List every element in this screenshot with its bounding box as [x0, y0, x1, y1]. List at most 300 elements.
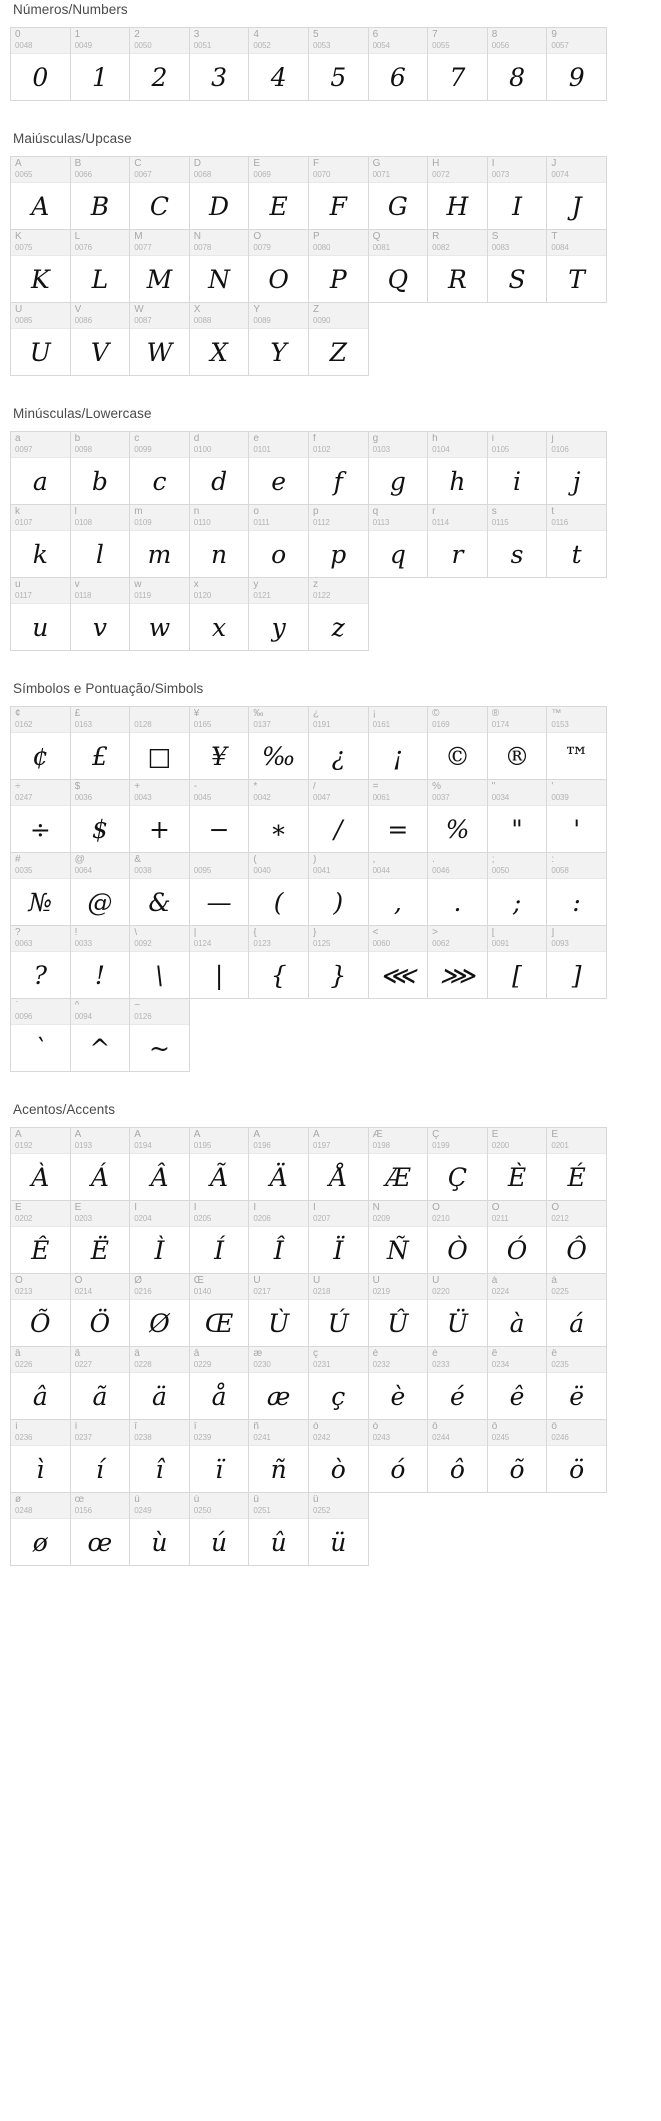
glyph-preview: I [512, 191, 522, 221]
glyph-cell[interactable] [309, 303, 369, 376]
glyph-cell[interactable] [428, 1201, 488, 1274]
glyph-cell[interactable] [428, 1420, 488, 1493]
glyph-cell[interactable] [130, 1201, 190, 1274]
glyph-cell[interactable] [130, 1128, 190, 1201]
glyph-preview: ø [32, 1527, 48, 1557]
glyph-code-label: 0196 [253, 1141, 271, 1150]
glyph-cell[interactable] [547, 926, 607, 999]
glyph-code-label: 0104 [432, 445, 450, 454]
glyph-cell-header [190, 1128, 249, 1154]
glyph-cell[interactable] [11, 853, 71, 926]
glyph-cell[interactable] [547, 157, 607, 230]
glyph-cell[interactable] [547, 28, 607, 101]
glyph-preview: 2 [151, 62, 168, 92]
glyph-code-label: 0239 [193, 1433, 212, 1442]
glyph-preview: ì [36, 1454, 45, 1484]
glyph-cell-header [71, 157, 130, 183]
glyph-cell-header [309, 303, 368, 329]
glyph-cell-header [11, 28, 70, 54]
glyph-cell[interactable] [369, 28, 429, 101]
glyph-cell[interactable] [309, 1493, 369, 1566]
glyph-cell[interactable] [249, 303, 309, 376]
glyph-cell-header [428, 432, 487, 458]
glyph-cell[interactable] [488, 1274, 548, 1347]
glyph-preview: № [28, 887, 53, 917]
glyph-cell-header [130, 780, 189, 806]
glyph-cell[interactable] [428, 505, 488, 578]
glyph-cell[interactable] [309, 1201, 369, 1274]
glyph-cell[interactable] [428, 1347, 488, 1420]
glyph-preview: © [444, 741, 470, 771]
glyph-code-label: 0073 [491, 170, 510, 179]
glyph-cell[interactable] [249, 926, 309, 999]
glyph-cell[interactable] [190, 1493, 250, 1566]
glyph-preview: s [510, 539, 524, 569]
glyph-preview: \ [155, 960, 164, 990]
glyph-cell[interactable] [249, 157, 309, 230]
glyph-cell[interactable] [190, 230, 250, 303]
glyph-preview: u [32, 612, 49, 642]
glyph-cell-header [488, 853, 547, 879]
glyph-char-label: q [372, 507, 379, 517]
glyph-cell-header [309, 230, 368, 256]
glyph-cell[interactable] [249, 28, 309, 101]
glyph-cell[interactable] [11, 780, 71, 853]
glyph-cell[interactable] [428, 230, 488, 303]
glyph-cell-header [71, 999, 130, 1025]
glyph-cell[interactable] [190, 1128, 250, 1201]
glyph-cell[interactable] [249, 432, 309, 505]
glyph-code-label: 0214 [74, 1287, 92, 1296]
glyph-cell[interactable] [488, 1347, 548, 1420]
glyph-cell[interactable] [369, 1347, 429, 1420]
glyph-code-label: 0245 [491, 1433, 510, 1442]
glyph-cell-header [488, 432, 547, 458]
glyph-cell[interactable] [369, 1128, 429, 1201]
glyph-char-label: { [253, 928, 257, 938]
glyph-cell[interactable] [488, 926, 548, 999]
glyph-cell[interactable] [249, 230, 309, 303]
glyph-cell[interactable] [130, 505, 190, 578]
glyph-cell-header [369, 1128, 428, 1154]
glyph-cell[interactable] [71, 1347, 131, 1420]
glyph-char-label: 2 [134, 30, 140, 40]
glyph-cell[interactable] [369, 1201, 429, 1274]
glyph-char-label: r [432, 507, 436, 517]
glyph-char-label: g [372, 434, 379, 444]
glyph-code-label: 0081 [372, 243, 390, 252]
glyph-cell[interactable] [11, 1201, 71, 1274]
glyph-char-label: ‰ [253, 709, 264, 719]
glyph-cell[interactable] [11, 999, 71, 1072]
glyph-cell[interactable] [309, 505, 369, 578]
glyph-cell[interactable] [130, 853, 190, 926]
glyph-cell[interactable] [130, 1274, 190, 1347]
glyph-cell[interactable] [130, 432, 190, 505]
glyph-cell[interactable] [369, 853, 429, 926]
glyph-cell-header [130, 1493, 189, 1519]
glyph-cell[interactable] [249, 1128, 309, 1201]
glyph-cell[interactable] [71, 1493, 131, 1566]
glyph-preview: " [511, 814, 523, 844]
glyph-cell[interactable] [309, 926, 369, 999]
glyph-cell[interactable] [249, 505, 309, 578]
glyph-code-label: 0094 [74, 1012, 92, 1021]
glyph-code-label: 0097 [15, 445, 33, 454]
glyph-cell[interactable] [249, 1493, 309, 1566]
glyph-cell[interactable] [190, 157, 250, 230]
glyph-cell-header [428, 157, 487, 183]
glyph-code-label: 0107 [15, 518, 33, 527]
glyph-preview: x [212, 612, 227, 642]
glyph-cell[interactable] [249, 1274, 309, 1347]
glyph-code-label: 0234 [491, 1360, 510, 1369]
glyph-cell[interactable] [130, 578, 190, 651]
glyph-code-label: 0243 [372, 1433, 390, 1442]
glyph-grid [10, 27, 607, 101]
glyph-char-label: Ö [74, 1276, 83, 1286]
glyph-char-label: Ì [134, 1203, 137, 1213]
glyph-cell[interactable] [71, 230, 131, 303]
glyph-cell[interactable] [130, 926, 190, 999]
glyph-cell[interactable] [309, 1128, 369, 1201]
glyph-cell[interactable] [130, 1420, 190, 1493]
glyph-char-label: Ó [491, 1203, 500, 1213]
glyph-cell[interactable] [11, 707, 71, 780]
glyph-cell[interactable] [11, 578, 71, 651]
glyph-cell-header [547, 1420, 606, 1446]
glyph-cell-header [309, 1128, 368, 1154]
glyph-cell[interactable] [488, 157, 548, 230]
glyph-char-label: > [432, 928, 438, 938]
glyph-cell[interactable] [369, 230, 429, 303]
glyph-cell[interactable] [130, 1493, 190, 1566]
glyph-cell[interactable] [428, 926, 488, 999]
glyph-cell[interactable] [488, 230, 548, 303]
glyph-cell[interactable] [71, 1420, 131, 1493]
glyph-code-label: 0169 [432, 720, 450, 729]
glyph-cell[interactable] [71, 303, 131, 376]
glyph-code-label: 0052 [253, 41, 271, 50]
glyph-cell[interactable] [428, 780, 488, 853]
glyph-cell[interactable] [309, 707, 369, 780]
glyph-code-label: 0087 [134, 316, 152, 325]
glyph-preview: ∗ [270, 814, 288, 844]
glyph-cell[interactable] [249, 578, 309, 651]
glyph-grid [10, 706, 607, 1072]
glyph-preview: − [208, 814, 230, 844]
glyph-cell-header [547, 1274, 606, 1300]
glyph-cell[interactable] [130, 999, 190, 1072]
glyph-preview: b [91, 466, 108, 496]
glyph-cell[interactable] [190, 707, 250, 780]
glyph-preview: ] [571, 960, 582, 990]
glyph-cell-header [130, 505, 189, 531]
glyph-preview: U [29, 337, 51, 367]
glyph-code-label: 0105 [491, 445, 510, 454]
glyph-code-label: 0244 [432, 1433, 450, 1442]
glyph-cell-header [71, 926, 130, 952]
glyph-cell[interactable] [488, 707, 548, 780]
glyph-char-label: W [134, 305, 144, 315]
glyph-cell[interactable] [11, 28, 71, 101]
glyph-cell-header [190, 303, 249, 329]
glyph-preview: T [568, 264, 585, 294]
glyph-cell[interactable] [190, 28, 250, 101]
glyph-cell-header [428, 1274, 487, 1300]
glyph-preview: G [387, 191, 408, 221]
glyph-cell[interactable] [71, 157, 131, 230]
glyph-preview: ¿ [331, 741, 345, 771]
glyph-cell[interactable] [488, 853, 548, 926]
glyph-cell[interactable] [369, 157, 429, 230]
glyph-cell[interactable] [71, 853, 131, 926]
glyph-cell[interactable] [11, 926, 71, 999]
glyph-cell[interactable] [11, 1493, 71, 1566]
glyph-cell[interactable] [11, 1420, 71, 1493]
glyph-code-label: 0093 [551, 939, 569, 948]
glyph-preview: û [270, 1527, 287, 1557]
glyph-cell[interactable] [428, 1128, 488, 1201]
glyph-char-label: Ê [15, 1203, 22, 1213]
glyph-cell[interactable] [488, 432, 548, 505]
glyph-preview: Ñ [386, 1235, 409, 1265]
glyph-preview: L [91, 264, 109, 294]
glyph-cell[interactable] [190, 780, 250, 853]
glyph-cell[interactable] [71, 1128, 131, 1201]
glyph-cell-header [130, 853, 189, 879]
glyph-cell[interactable] [488, 1201, 548, 1274]
glyph-cell[interactable] [547, 1420, 607, 1493]
glyph-cell[interactable] [428, 707, 488, 780]
glyph-cell[interactable] [130, 707, 190, 780]
glyph-char-label: c [134, 434, 140, 444]
glyph-cell[interactable] [369, 780, 429, 853]
glyph-code-label: 0068 [193, 170, 212, 179]
glyph-cell[interactable] [309, 432, 369, 505]
glyph-code-label: 0101 [253, 445, 271, 454]
glyph-cell[interactable] [547, 1201, 607, 1274]
glyph-cell[interactable] [309, 853, 369, 926]
glyph-char-label: û [253, 1495, 259, 1505]
glyph-char-label: ¥ [193, 709, 200, 719]
glyph-code-label: 0056 [491, 41, 510, 50]
glyph-code-label: 0061 [372, 793, 390, 802]
glyph-cell[interactable] [309, 780, 369, 853]
glyph-code-label: 0126 [134, 1012, 152, 1021]
glyph-cell-header [11, 707, 70, 733]
glyph-char-label: + [134, 782, 141, 792]
glyph-cell[interactable] [309, 28, 369, 101]
glyph-cell-header [190, 707, 249, 733]
glyph-cell-header [488, 157, 547, 183]
glyph-cell[interactable] [309, 1420, 369, 1493]
glyph-cell-header [428, 780, 487, 806]
glyph-cell-header [309, 1347, 368, 1373]
glyph-cell[interactable] [11, 157, 71, 230]
glyph-cell[interactable] [71, 707, 131, 780]
glyph-cell-header [130, 578, 189, 604]
glyph-cell[interactable] [71, 1274, 131, 1347]
glyph-cell[interactable] [11, 303, 71, 376]
glyph-cell[interactable] [130, 28, 190, 101]
glyph-cell-header [369, 780, 428, 806]
glyph-cell[interactable] [190, 432, 250, 505]
glyph-code-label: 0124 [193, 939, 212, 948]
glyph-cell[interactable] [309, 578, 369, 651]
glyph-cell[interactable] [11, 432, 71, 505]
glyph-code-label: 0115 [491, 518, 509, 527]
glyph-cell[interactable] [369, 926, 429, 999]
glyph-cell[interactable] [547, 505, 607, 578]
glyph-char-label: ¡ [372, 709, 376, 719]
glyph-code-label: 0216 [134, 1287, 152, 1296]
glyph-cell-header [309, 707, 368, 733]
glyph-char-label: J [551, 159, 557, 169]
glyph-char-label: Ä [253, 1130, 261, 1140]
glyph-cell[interactable] [369, 1420, 429, 1493]
glyph-cell[interactable] [71, 505, 131, 578]
glyph-code-label: 0080 [312, 243, 331, 252]
glyph-cell[interactable] [130, 230, 190, 303]
glyph-cell[interactable] [130, 157, 190, 230]
glyph-char-label: H [432, 159, 440, 169]
glyph-cell[interactable] [309, 157, 369, 230]
glyph-cell[interactable] [547, 1347, 607, 1420]
glyph-cell[interactable] [428, 432, 488, 505]
glyph-cell[interactable] [547, 780, 607, 853]
glyph-char-label: \ [134, 928, 137, 938]
glyph-cell[interactable] [190, 853, 250, 926]
glyph-char-label: < [372, 928, 379, 938]
glyph-cell-header [488, 1347, 547, 1373]
glyph-cell-header [11, 157, 70, 183]
glyph-cell[interactable] [190, 1420, 250, 1493]
glyph-cell-header [11, 505, 70, 531]
glyph-char-label: K [15, 232, 22, 242]
glyph-code-label: 0037 [432, 793, 450, 802]
glyph-char-label: ) [312, 855, 317, 865]
glyph-cell[interactable] [249, 1420, 309, 1493]
glyph-cell[interactable] [130, 303, 190, 376]
glyph-cell[interactable] [190, 926, 250, 999]
glyph-code-label: 0045 [193, 793, 212, 802]
glyph-code-label: 0232 [372, 1360, 390, 1369]
glyph-cell-header [71, 1201, 130, 1227]
glyph-preview: V [90, 337, 109, 367]
glyph-cell[interactable] [71, 1201, 131, 1274]
glyph-cell[interactable] [369, 707, 429, 780]
glyph-code-label: 0060 [372, 939, 390, 948]
glyph-cell[interactable] [11, 505, 71, 578]
glyph-cell[interactable] [190, 578, 250, 651]
glyph-cell[interactable] [547, 853, 607, 926]
glyph-cell[interactable] [11, 230, 71, 303]
glyph-preview: % [445, 814, 470, 844]
glyph-code-label: 0200 [491, 1141, 510, 1150]
glyph-code-label: 0044 [372, 866, 390, 875]
glyph-char-label: Ò [432, 1203, 440, 1213]
glyph-cell[interactable] [309, 230, 369, 303]
glyph-cell[interactable] [428, 28, 488, 101]
glyph-cell[interactable] [309, 1274, 369, 1347]
glyph-preview: ö [569, 1454, 585, 1484]
glyph-cell[interactable] [309, 1347, 369, 1420]
glyph-cell[interactable] [71, 432, 131, 505]
glyph-cell[interactable] [547, 230, 607, 303]
glyph-cell[interactable] [190, 303, 250, 376]
glyph-cell[interactable] [71, 926, 131, 999]
glyph-preview: ã [92, 1381, 108, 1411]
glyph-cell[interactable] [369, 505, 429, 578]
glyph-cell[interactable] [249, 707, 309, 780]
glyph-cell[interactable] [428, 1274, 488, 1347]
glyph-code-label: 0197 [312, 1141, 331, 1150]
glyph-cell[interactable] [547, 432, 607, 505]
glyph-char-label: M [134, 232, 143, 242]
glyph-cell[interactable] [71, 578, 131, 651]
glyph-cell[interactable] [190, 1347, 250, 1420]
glyph-char-label: ! [74, 928, 78, 938]
glyph-char-label: ç [312, 1349, 318, 1359]
glyph-cell[interactable] [488, 505, 548, 578]
glyph-cell[interactable] [130, 1347, 190, 1420]
glyph-cell[interactable] [428, 157, 488, 230]
glyph-cell-header [249, 926, 308, 952]
glyph-cell[interactable] [249, 1201, 309, 1274]
glyph-cell[interactable] [547, 707, 607, 780]
glyph-cell[interactable] [190, 1274, 250, 1347]
glyph-char-label: a [15, 434, 21, 444]
glyph-cell[interactable] [190, 1201, 250, 1274]
glyph-cell[interactable] [11, 1274, 71, 1347]
glyph-cell[interactable] [71, 999, 131, 1072]
glyph-cell[interactable] [488, 1128, 548, 1201]
glyph-char-label: ä [134, 1349, 140, 1359]
glyph-cell[interactable] [369, 1274, 429, 1347]
glyph-cell[interactable] [488, 780, 548, 853]
glyph-cell-header [428, 1347, 487, 1373]
glyph-cell-header [71, 1493, 130, 1519]
glyph-cell[interactable] [547, 1274, 607, 1347]
glyph-cell[interactable] [488, 1420, 548, 1493]
glyph-char-label: Â [134, 1130, 141, 1140]
glyph-cell[interactable] [369, 432, 429, 505]
glyph-cell-header [309, 28, 368, 54]
glyph-char-label: ã [74, 1349, 81, 1359]
glyph-cell[interactable] [11, 1128, 71, 1201]
glyph-preview: N [208, 264, 231, 294]
glyph-char-label: @ [74, 855, 85, 865]
glyph-char-label: 3 [193, 30, 200, 40]
glyph-cell[interactable] [71, 28, 131, 101]
glyph-code-label: 0213 [15, 1287, 33, 1296]
glyph-cell[interactable] [190, 505, 250, 578]
glyph-cell[interactable] [11, 1347, 71, 1420]
glyph-code-label: 0192 [15, 1141, 33, 1150]
glyph-code-label: 0247 [15, 793, 33, 802]
glyph-char-label: . [432, 855, 435, 865]
glyph-cell[interactable] [130, 780, 190, 853]
glyph-cell[interactable] [428, 853, 488, 926]
glyph-cell[interactable] [71, 780, 131, 853]
glyph-cell[interactable] [488, 28, 548, 101]
glyph-cell[interactable] [249, 1347, 309, 1420]
glyph-cell[interactable] [547, 1128, 607, 1201]
glyph-cell[interactable] [249, 780, 309, 853]
glyph-cell-header [547, 780, 606, 806]
glyph-cell[interactable] [249, 853, 309, 926]
